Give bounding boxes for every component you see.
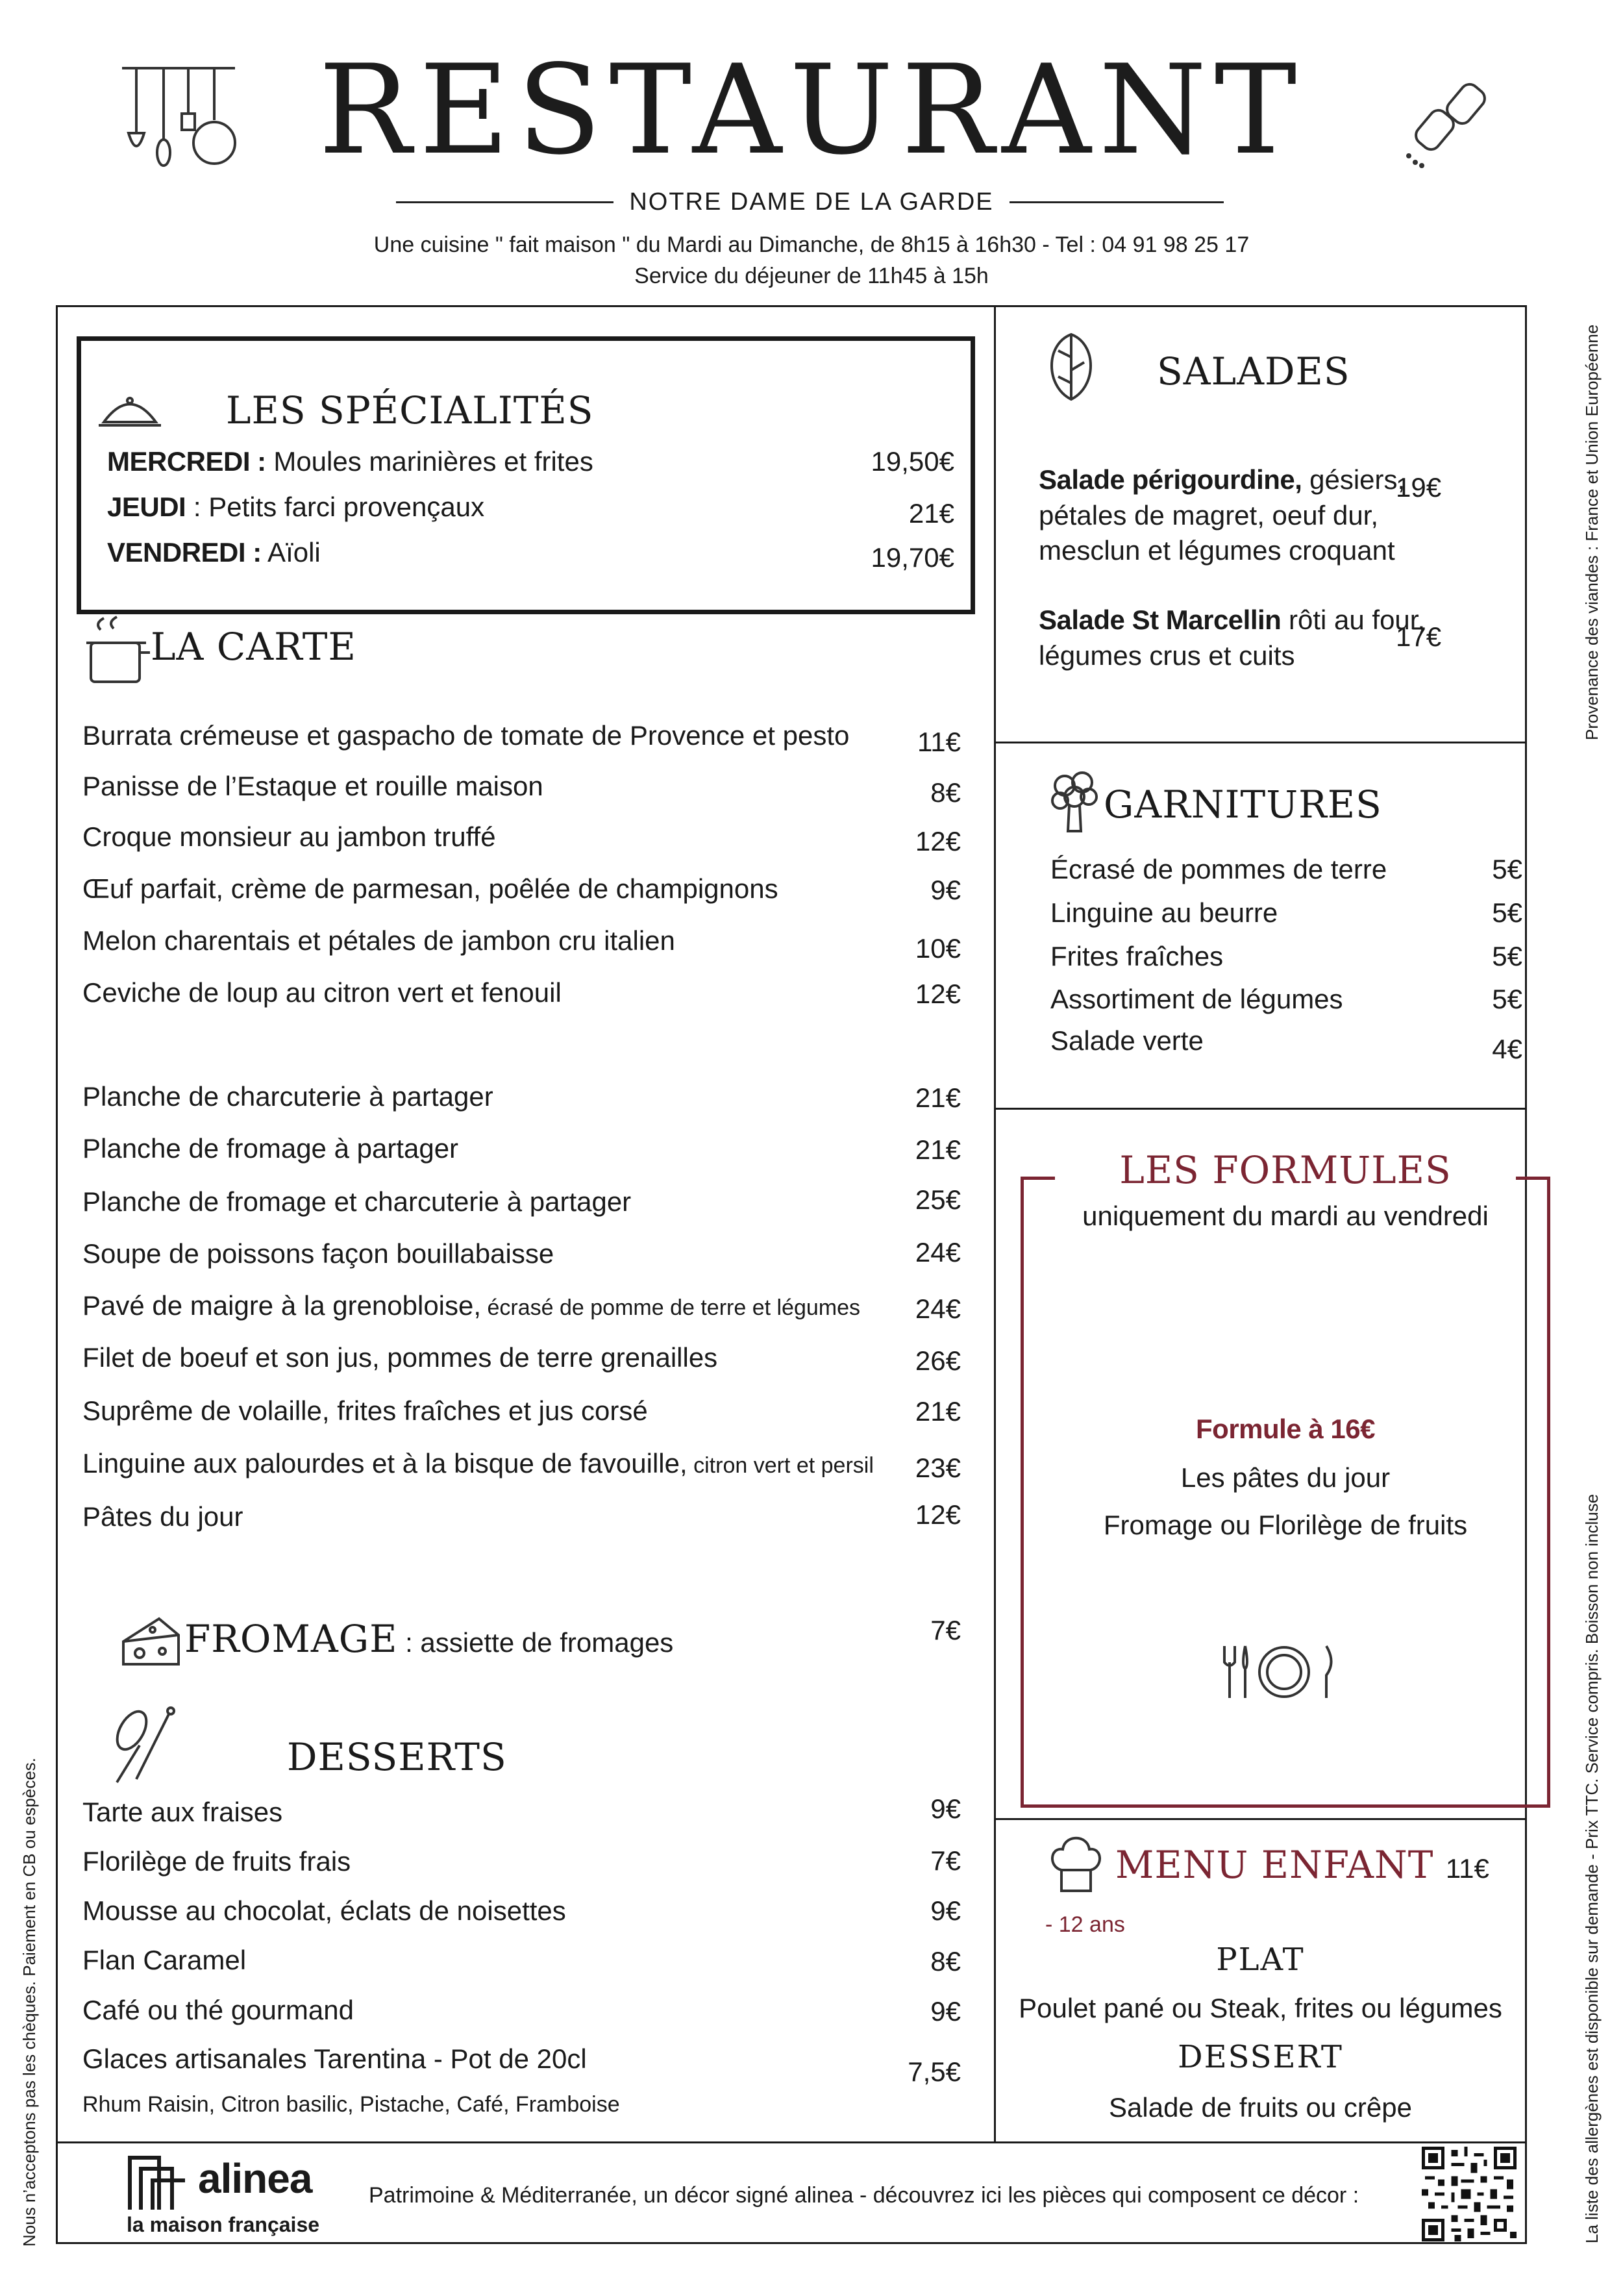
dish-name: Planche de fromage et charcuterie à partager	[82, 1186, 632, 1217]
dish-price: 12€	[915, 1499, 961, 1530]
salad-price: 19€	[1396, 472, 1442, 503]
speciality-dish: Aïoli	[261, 537, 321, 568]
dish-note: citron vert et persil	[687, 1453, 874, 1478]
dish-price: 24€	[915, 1237, 961, 1267]
lunch-service: Service du déjeuner de 11h45 à 15h	[634, 264, 989, 288]
subtitle-text: NOTRE DAME DE LA GARDE	[613, 188, 1009, 216]
speciality-price: 21€	[908, 498, 954, 529]
lettuce-icon	[1042, 331, 1100, 403]
dish-row	[82, 1450, 874, 1477]
dessert-price: 9€	[930, 1793, 961, 1824]
side-name: Linguine au beurre	[1050, 897, 1278, 928]
dessert-price: 9€	[930, 1996, 961, 2027]
dessert-price: 7,5€	[908, 2056, 961, 2087]
formules-title: LES FORMULES	[1119, 1148, 1452, 1192]
dish-price: 21€	[915, 1396, 961, 1427]
dish-price: 11€	[917, 727, 961, 757]
side-price: 5€	[1492, 897, 1522, 928]
side-name: Assortiment de légumes	[1050, 984, 1343, 1014]
hours-phone: Une cuisine " fait maison " du Mardi au Dimanche, de 8h15 à 16h30 - Tel : 04 91 98 25 17	[373, 232, 1250, 257]
dish-name: Suprême de volaille, frites fraîches et jus corsé	[82, 1395, 648, 1426]
formules-divider	[994, 1818, 1527, 1820]
dessert-label: DESSERT	[1178, 2039, 1343, 2075]
salad-name: Salade St Marcellin	[1039, 605, 1282, 635]
formule-offer-line2: Fromage ou Florilège de fruits	[1103, 1510, 1468, 1540]
garnitures-title: GARNITURES	[1104, 782, 1382, 827]
payment-note: Nous n’acceptons pas les chèques. Paiement en CB ou espèces.	[19, 1757, 39, 2247]
footer-text: Patrimoine & Méditerranée, un décor signé alinea - découvrez ici les pièces qui composent ce décor :	[369, 2183, 1359, 2208]
salad-detail: mesclun et légumes croquant	[1039, 535, 1395, 566]
plat-label: PLAT	[1216, 1941, 1305, 1978]
carte-title: LA CARTE	[151, 625, 356, 669]
dish-name: Pâtes du jour	[82, 1501, 243, 1532]
cooking-pot-icon	[81, 617, 153, 688]
page-title: RESTAURANT	[318, 38, 1305, 182]
salad-name: Salade périgourdine,	[1039, 464, 1302, 495]
dish-name: Melon charentais et pétales de jambon cru italien	[82, 925, 675, 956]
side-price: 4€	[1492, 1034, 1522, 1064]
speciality-dish: Moules marinières et frites	[266, 446, 593, 477]
menu-enfant-age: - 12 ans	[1045, 1912, 1125, 1937]
dish-price: 12€	[915, 979, 961, 1009]
salad-description	[1039, 462, 1405, 569]
dish-name: Burrata crémeuse et gaspacho de tomate de Provence et pesto	[82, 720, 850, 751]
dish-price: 8€	[930, 777, 961, 808]
dish-price: 23€	[915, 1453, 961, 1483]
salad-detail: légumes crus et cuits	[1039, 640, 1295, 671]
cloche-icon	[97, 393, 162, 432]
dish-name: Planche de charcuterie à partager	[82, 1081, 493, 1112]
salades-title: SALADES	[1157, 349, 1350, 393]
salad-description	[1039, 603, 1425, 673]
allergen-note: La liste des allergènes est disponible sur demande - Prix TTC. Service compris. Boisson non incluse	[1582, 1493, 1602, 2243]
dish-name: Linguine aux palourdes et à la bisque de favouille,	[82, 1448, 688, 1479]
speciality-day: JEUDI	[107, 492, 186, 522]
dessert-name: Glaces artisanales Tarentina - Pot de 20cl	[82, 2043, 587, 2074]
dish-name: Filet de boeuf et son jus, pommes de terre grenailles	[82, 1342, 718, 1373]
cutlery-plate-icon	[1219, 1643, 1349, 1701]
dessert-price: 9€	[930, 1895, 961, 1926]
fromage-heading	[184, 1617, 673, 1661]
salad-line	[1039, 462, 1405, 498]
menu-enfant-price: 11€	[1445, 1853, 1489, 1884]
salad-detail: rôti au four,	[1281, 605, 1426, 635]
desserts-title: DESSERTS	[287, 1735, 507, 1779]
dish-price: 26€	[915, 1345, 961, 1376]
dessert-name: Tarte aux fraises	[82, 1797, 283, 1827]
dish-row	[82, 1292, 860, 1319]
footer-divider	[56, 2141, 1527, 2143]
ice-cream-flavors: Rhum Raisin, Citron basilic, Pistache, Café, Framboise	[82, 2092, 620, 2117]
formule-offer-line1: Les pâtes du jour	[1180, 1462, 1391, 1493]
dessert-description: Salade de fruits ou crêpe	[1109, 2092, 1412, 2123]
dessert-price: 7€	[930, 1845, 961, 1876]
dish-note: écrasé de pomme de terre et légumes	[481, 1295, 861, 1320]
dish-price: 25€	[915, 1184, 961, 1215]
dish-price: 21€	[915, 1134, 961, 1165]
speciality-row	[107, 539, 321, 566]
dish-name: Soupe de poissons façon bouillabaisse	[82, 1238, 554, 1269]
dessert-name: Mousse au chocolat, éclats de noisettes	[82, 1895, 566, 1926]
dish-price: 10€	[915, 933, 961, 964]
salt-pepper-icon	[1402, 71, 1500, 169]
dish-price: 21€	[915, 1082, 961, 1113]
alinea-logo	[127, 2154, 192, 2213]
dessert-name: Flan Caramel	[82, 1945, 247, 1975]
dessert-price: 8€	[930, 1946, 961, 1977]
qr-code[interactable]	[1422, 2147, 1517, 2241]
side-name: Frites fraîches	[1050, 941, 1224, 971]
speciality-dish: : Petits farci provençaux	[186, 492, 485, 522]
dish-name: Œuf parfait, crème de parmesan, poêlée de champignons	[82, 873, 778, 904]
chef-hat-icon	[1048, 1831, 1104, 1896]
meat-origin-note: Provenance des viandes : France et Union Européenne	[1582, 324, 1602, 740]
speciality-row	[107, 493, 484, 521]
side-price: 5€	[1492, 854, 1522, 884]
speciality-day: MERCREDI :	[107, 446, 266, 477]
salad-detail: pétales de magret, oeuf dur,	[1039, 499, 1379, 530]
dessert-name: Café ou thé gourmand	[82, 1995, 354, 2025]
side-price: 5€	[1492, 984, 1522, 1014]
menu-enfant-heading	[1115, 1843, 1489, 1887]
salad-line	[1039, 603, 1425, 638]
plat-description: Poulet pané ou Steak, frites ou légumes	[1019, 1993, 1502, 2023]
cheese-icon	[120, 1616, 182, 1667]
salad-detail: gésiers,	[1302, 464, 1406, 495]
subtitle	[0, 188, 1623, 216]
dish-name: Panisse de l’Estaque et rouille maison	[82, 771, 543, 801]
side-name: Salade verte	[1050, 1025, 1204, 1056]
dessert-name: Florilège de fruits frais	[82, 1846, 351, 1877]
salad-price: 17€	[1396, 621, 1442, 652]
dish-price: 24€	[915, 1293, 961, 1324]
dish-name: Planche de fromage à partager	[82, 1133, 459, 1164]
dish-name: Pavé de maigre à la grenobloise,	[82, 1290, 482, 1321]
alinea-brand: alinea	[198, 2155, 312, 2202]
speciality-price: 19,70€	[871, 542, 954, 573]
side-name: Écrasé de pommes de terre	[1050, 854, 1387, 884]
dish-name: Ceviche de loup au citron vert et fenouil	[82, 977, 562, 1008]
speciality-price: 19,50€	[871, 446, 954, 477]
specialites-title: LES SPÉCIALITÉS	[226, 388, 594, 432]
menu-enfant-title: MENU ENFANT	[1115, 1843, 1434, 1887]
speciality-row	[107, 448, 593, 475]
alinea-tagline: la maison française	[127, 2213, 320, 2236]
fromage-title: FROMAGE	[184, 1617, 398, 1661]
dish-price: 9€	[930, 875, 961, 905]
dish-price: 12€	[915, 826, 961, 856]
speciality-day: VENDREDI :	[107, 537, 262, 568]
broccoli-icon	[1048, 769, 1100, 834]
column-divider	[994, 305, 996, 2143]
dish-name: Croque monsieur au jambon truffé	[82, 821, 496, 852]
fromage-desc: : assiette de fromages	[397, 1627, 674, 1658]
whisk-icon	[107, 1708, 179, 1786]
formules-subtitle: uniquement du mardi au vendredi	[1082, 1201, 1489, 1231]
salades-divider	[994, 742, 1527, 743]
fromage-price: 7€	[930, 1615, 961, 1645]
garnitures-divider	[994, 1108, 1527, 1110]
side-price: 5€	[1492, 941, 1522, 971]
formule-offer-title: Formule à 16€	[1196, 1414, 1375, 1444]
